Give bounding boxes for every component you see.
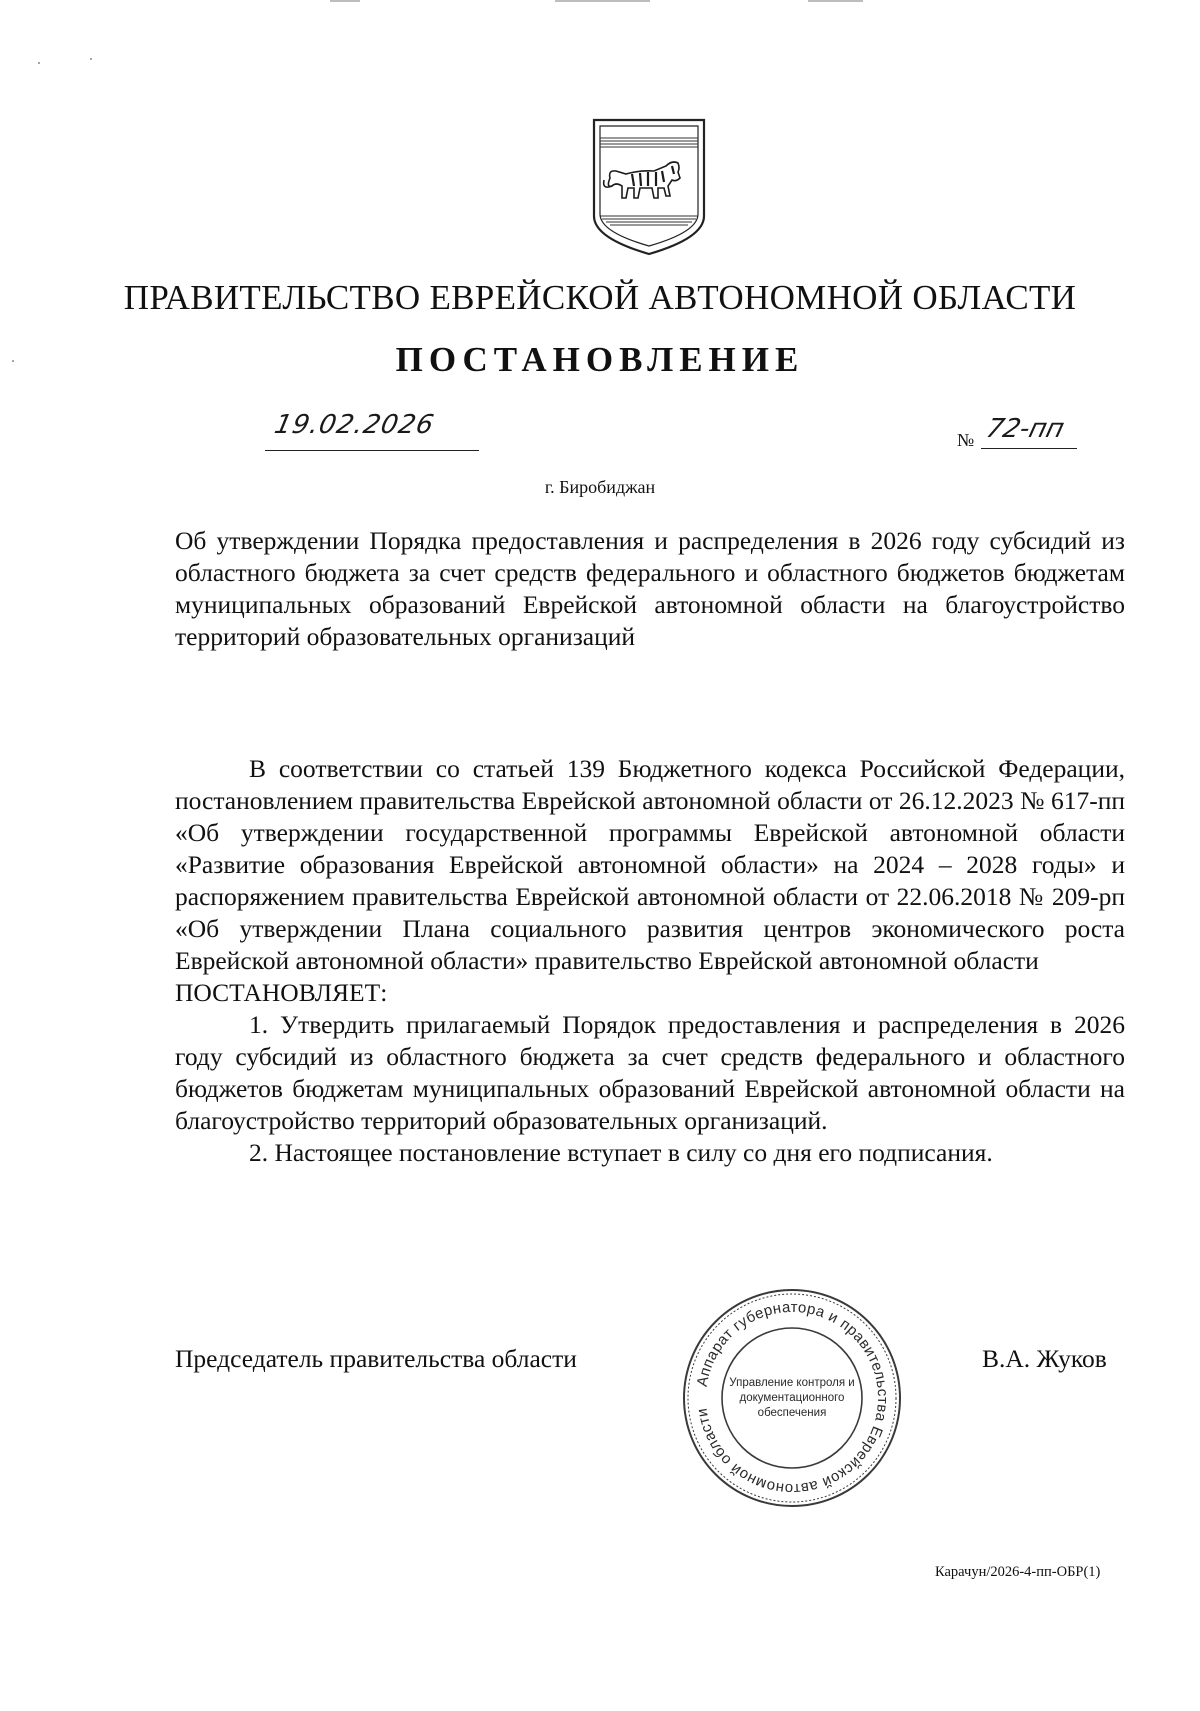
seal-inner-line-3: обеспечения bbox=[757, 1407, 827, 1419]
seal-outer-text: Аппарат губернатора и правительства Еврейской автономной области bbox=[693, 1298, 892, 1498]
signer-title: Председатель правительства области bbox=[175, 1344, 577, 1373]
document-subject: Об утверждении Порядка предоставления и распределения в 2026 году субсидий из областного бюджета за счет средств федерального и областного бюджетов бюджетам муниципальных образований Еврейской автономной области на благоустройство территорий образовательных организаций bbox=[175, 526, 1125, 651]
document-body bbox=[175, 753, 1125, 1169]
scan-artifact-line bbox=[330, 0, 360, 2]
document-code: Карачун/2026-4-пп-ОБР(1) bbox=[935, 1564, 1101, 1580]
signer-name: В.А. Жуков bbox=[982, 1344, 1107, 1373]
scan-artifact-line bbox=[808, 0, 863, 2]
government-name: ПРАВИТЕЛЬСТВО ЕВРЕЙСКОЙ АВТОНОМНОЙ ОБЛАСТИ bbox=[123, 278, 1077, 317]
official-seal-icon bbox=[680, 1286, 904, 1510]
scan-artifact-line bbox=[555, 0, 650, 2]
decree-item-2: 2. Настоящее постановление вступает в силу со дня его подписания. bbox=[249, 1138, 993, 1167]
decree-word: ПОСТАНОВЛЯЕТ: bbox=[175, 978, 388, 1007]
number-underline bbox=[981, 448, 1077, 449]
preamble-paragraph: В соответствии со статьей 139 Бюджетного кодекса Российской Федерации, постановлением правительства Еврейской автономной области от 26.12.2023 № 617-пп «Об утверждении государственной программы Еврейской автономной области «Развитие образования Еврейской автономной области» на 2024 – 2028 годы» и распоряжением правительства Еврейской автономной области от 22.06.2018 № 209-рп «Об утверждении Плана социального развития центров экономического роста Еврейской автономной области» правительство Еврейской автономной области bbox=[175, 754, 1125, 975]
seal-inner-line-2: документационного bbox=[739, 1392, 845, 1404]
decree-item-1: 1. Утвердить прилагаемый Порядок предоставления и распределения в 2026 году субсидий из областного бюджета за счет средств федерального и областного бюджетов бюджетам муниципальных образований Еврейской автономной области на благоустройство территорий образовательных организаций. bbox=[175, 1010, 1125, 1135]
scan-speck bbox=[38, 62, 40, 64]
handwritten-date: 19.02.2026 bbox=[271, 410, 438, 440]
date-field bbox=[265, 410, 479, 451]
handwritten-number: 72-пп bbox=[983, 414, 1068, 444]
scan-speck bbox=[90, 58, 92, 60]
number-sign: № bbox=[957, 430, 975, 450]
city-label: г. Биробиджан bbox=[544, 477, 656, 497]
seal-inner-line-1: Управление контроля и bbox=[729, 1377, 855, 1389]
number-field bbox=[957, 414, 1077, 450]
coat-of-arms-icon bbox=[588, 116, 710, 258]
document-type-title: ПОСТАНОВЛЕНИЕ bbox=[395, 340, 805, 379]
